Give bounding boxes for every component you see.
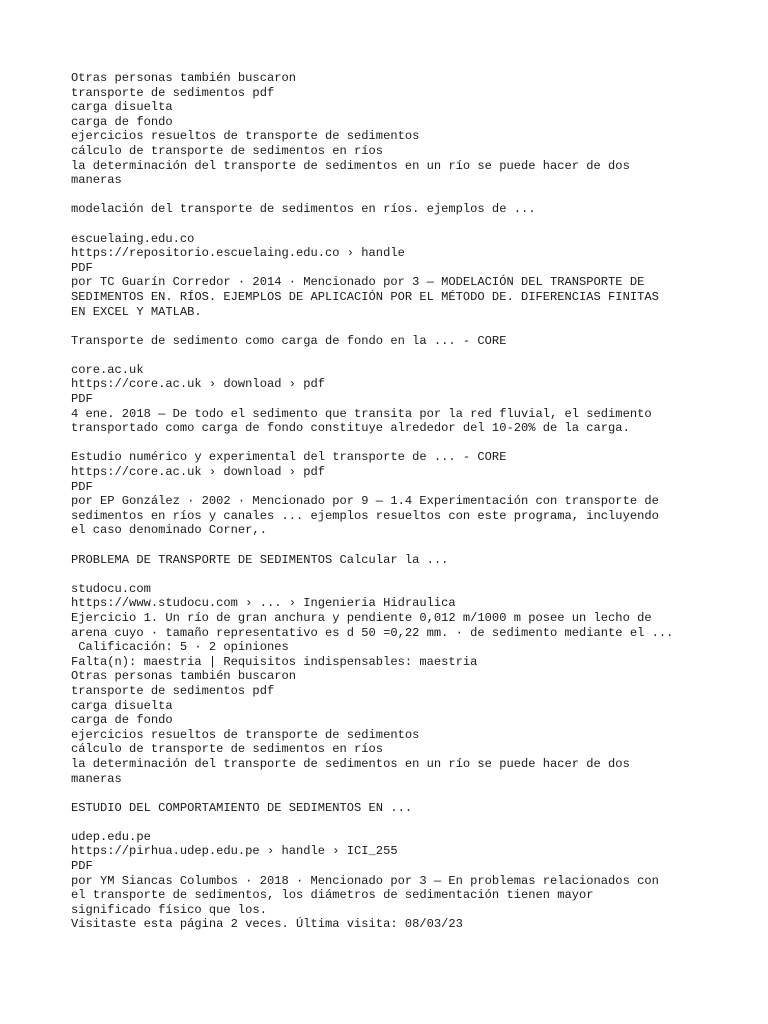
result-snippet-line: por TC Guarín Corredor · 2014 · Mencionado por 3 — MODELACIÓN DEL TRANSPORTE DE [71, 275, 645, 290]
spacer [71, 538, 711, 553]
result-url[interactable]: https://pirhua.udep.edu.pe › handle › ICI_255 [71, 844, 398, 859]
related-searches-heading: Otras personas también buscaron [71, 669, 296, 684]
result-snippet-line: 4 ene. 2018 — De todo el sedimento que transita por la red fluvial, el sedimento [71, 406, 652, 421]
related-search-item[interactable]: carga disuelta [71, 100, 173, 115]
related-search-item[interactable]: ejercicios resueltos de transporte de sedimentos [71, 727, 420, 742]
related-search-item[interactable]: ejercicios resueltos de transporte de sedimentos [71, 129, 420, 144]
related-search-item[interactable]: transporte de sedimentos pdf [71, 683, 275, 698]
related-search-item-continued[interactable]: maneras [71, 173, 122, 188]
result-snippet-line: por EP González · 2002 · Mencionado por 9 — 1.4 Experimentación con transporte de [71, 494, 659, 509]
result-url[interactable]: https://core.ac.uk › download › pdf [71, 465, 326, 480]
result-source: core.ac.uk [71, 362, 144, 377]
result-snippet-line: sedimentos en ríos y canales ... ejemplos resueltos con este programa, incluyendo [71, 508, 659, 523]
spacer [71, 436, 711, 451]
spacer [71, 319, 711, 334]
result-url[interactable]: https://repositorio.escuelaing.edu.co › handle [71, 246, 405, 261]
result-file-type: PDF [71, 260, 93, 275]
related-search-item[interactable]: cálculo de transporte de sedimentos en ríos [71, 143, 384, 158]
search-result [71, 450, 711, 538]
search-result [71, 202, 711, 319]
result-snippet-line: EN EXCEL Y MATLAB. [71, 304, 202, 319]
spacer [71, 786, 711, 801]
result-title[interactable]: modelación del transporte de sedimentos en ríos. ejemplos de ... [71, 202, 536, 217]
result-snippet-line: el caso denominado Corner,. [71, 523, 267, 538]
result-file-type: PDF [71, 392, 93, 407]
search-result [71, 553, 711, 670]
related-search-item[interactable]: carga de fondo [71, 114, 173, 129]
search-results-page [71, 71, 711, 932]
result-visit-info: Visitaste esta página 2 veces. Última visita: 08/03/23 [71, 917, 463, 932]
related-search-item[interactable]: transporte de sedimentos pdf [71, 85, 275, 100]
result-url[interactable]: https://core.ac.uk › download › pdf [71, 377, 326, 392]
related-search-item[interactable]: la determinación del transporte de sedimentos en un río se puede hacer de dos [71, 756, 630, 771]
spacer [71, 348, 711, 363]
search-result [71, 801, 711, 932]
result-snippet-line: el transporte de sedimentos, los diámetros de sedimentación tienen mayor [71, 888, 594, 903]
result-title[interactable]: ESTUDIO DEL COMPORTAMIENTO DE SEDIMENTOS EN ... [71, 800, 413, 815]
result-snippet-line: SEDIMENTOS EN. RÍOS. EJEMPLOS DE APLICACIÓN POR EL MÉTODO DE. DIFERENCIAS FINITAS [71, 289, 659, 304]
related-searches-bottom [71, 669, 711, 786]
related-searches-heading: Otras personas también buscaron [71, 71, 296, 85]
result-title[interactable]: Estudio numérico y experimental del transporte de ... - CORE [71, 450, 507, 465]
result-source: studocu.com [71, 581, 151, 596]
result-snippet-line: significado físico que los. [71, 902, 267, 917]
result-snippet-line: arena cuyo · tamaño representativo es d 50 =0,22 mm. · de sedimento mediante el ... [71, 625, 674, 640]
result-snippet-line: Ejercicio 1. Un río de gran anchura y pendiente 0,012 m/1000 m posee un lecho de [71, 610, 652, 625]
result-title[interactable]: Transporte de sedimento como carga de fondo en la ... - CORE [71, 333, 507, 348]
result-file-type: PDF [71, 479, 93, 494]
related-search-item[interactable]: carga de fondo [71, 713, 173, 728]
result-snippet-line: transportado como carga de fondo constituye alrededor del 10-20% de la carga. [71, 421, 630, 436]
result-rating: Calificación: 5 · 2 opiniones [71, 640, 289, 655]
result-snippet-line: por YM Siancas Columbos · 2018 · Mencionado por 3 — En problemas relacionados con [71, 873, 659, 888]
search-result [71, 334, 711, 436]
spacer [71, 217, 711, 232]
result-missing-terms[interactable]: Falta(n): maestria | Requisitos indispensables: maestria [71, 654, 478, 669]
result-title[interactable]: PROBLEMA DE TRANSPORTE DE SEDIMENTOS Calcular la ... [71, 552, 449, 567]
result-file-type: PDF [71, 859, 93, 874]
related-search-item[interactable]: carga disuelta [71, 698, 173, 713]
spacer [71, 567, 711, 582]
related-search-item[interactable]: cálculo de transporte de sedimentos en ríos [71, 742, 384, 757]
spacer [71, 815, 711, 830]
related-searches-top [71, 71, 711, 188]
related-search-item[interactable]: la determinación del transporte de sedimentos en un río se puede hacer de dos [71, 158, 630, 173]
result-source: escuelaing.edu.co [71, 231, 195, 246]
result-source: udep.edu.pe [71, 829, 151, 844]
spacer [71, 188, 711, 203]
related-search-item-continued[interactable]: maneras [71, 771, 122, 786]
result-url[interactable]: https://www.studocu.com › ... › Ingenieria Hidraulica [71, 596, 456, 611]
